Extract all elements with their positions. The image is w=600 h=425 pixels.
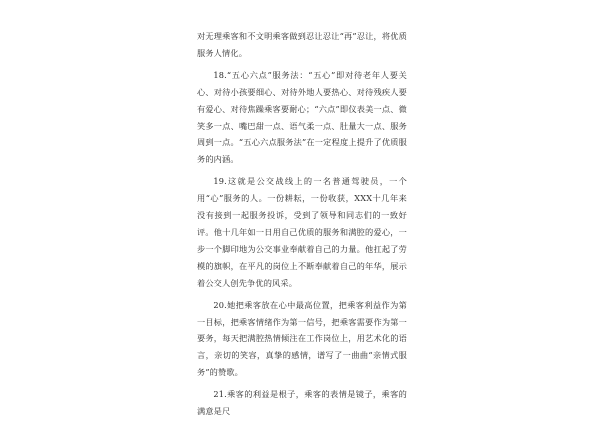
- document-body: [197, 28, 407, 425]
- paragraph-continuation: 对无理乘客和不文明乘客做到忍让忍让“再”忍让，将优质服务人情化。: [197, 31, 407, 58]
- paragraph-21: 21.乘客的利益是根子，乘客的表情是镜子，乘客的满意是尺: [197, 389, 407, 417]
- paragraph-20: 20.她把乘客放在心中最高位置，把乘客利益作为第一目标，把乘客情绪作为第一信号，把乘客需要作为第一要务，每天把满腔热情倾注在工作岗位上，用艺术化的语言，亲切的笑容，真挚的感情，谱写了一曲曲“亲情式服务”的赞歌。: [197, 299, 407, 378]
- paragraph-18: 18.“五心六点”服务法：“五心”即对待老年人要关心、对待小孩要细心、对待外地人要热心、对待残疾人要有爱心、对待焦躁乘客要耐心；“六点”即仪表美一点、微笑多一点、嘴巴甜一点、语气柔一点、肚量大一点、服务周到一点。“五心六点服务法”在一定程度上提升了优质服务的内涵。: [197, 69, 407, 165]
- paragraph-19: 19.这就是公交战线上的一名普通驾驶员，一个用“心”服务的人。一份耕耘，一份收获，XXX十几年来没有接到一起服务投诉，受到了领导和同志们的一致好评。他十几年如一日用自己优质的服务和满腔的爱心，一步一个脚印地为公交事业奉献着自己的力量。他扛起了劳模的旗帜，在平凡的岗位上不断奉献着自己的年华，展示着公交人创先争优的风采。: [197, 176, 407, 288]
